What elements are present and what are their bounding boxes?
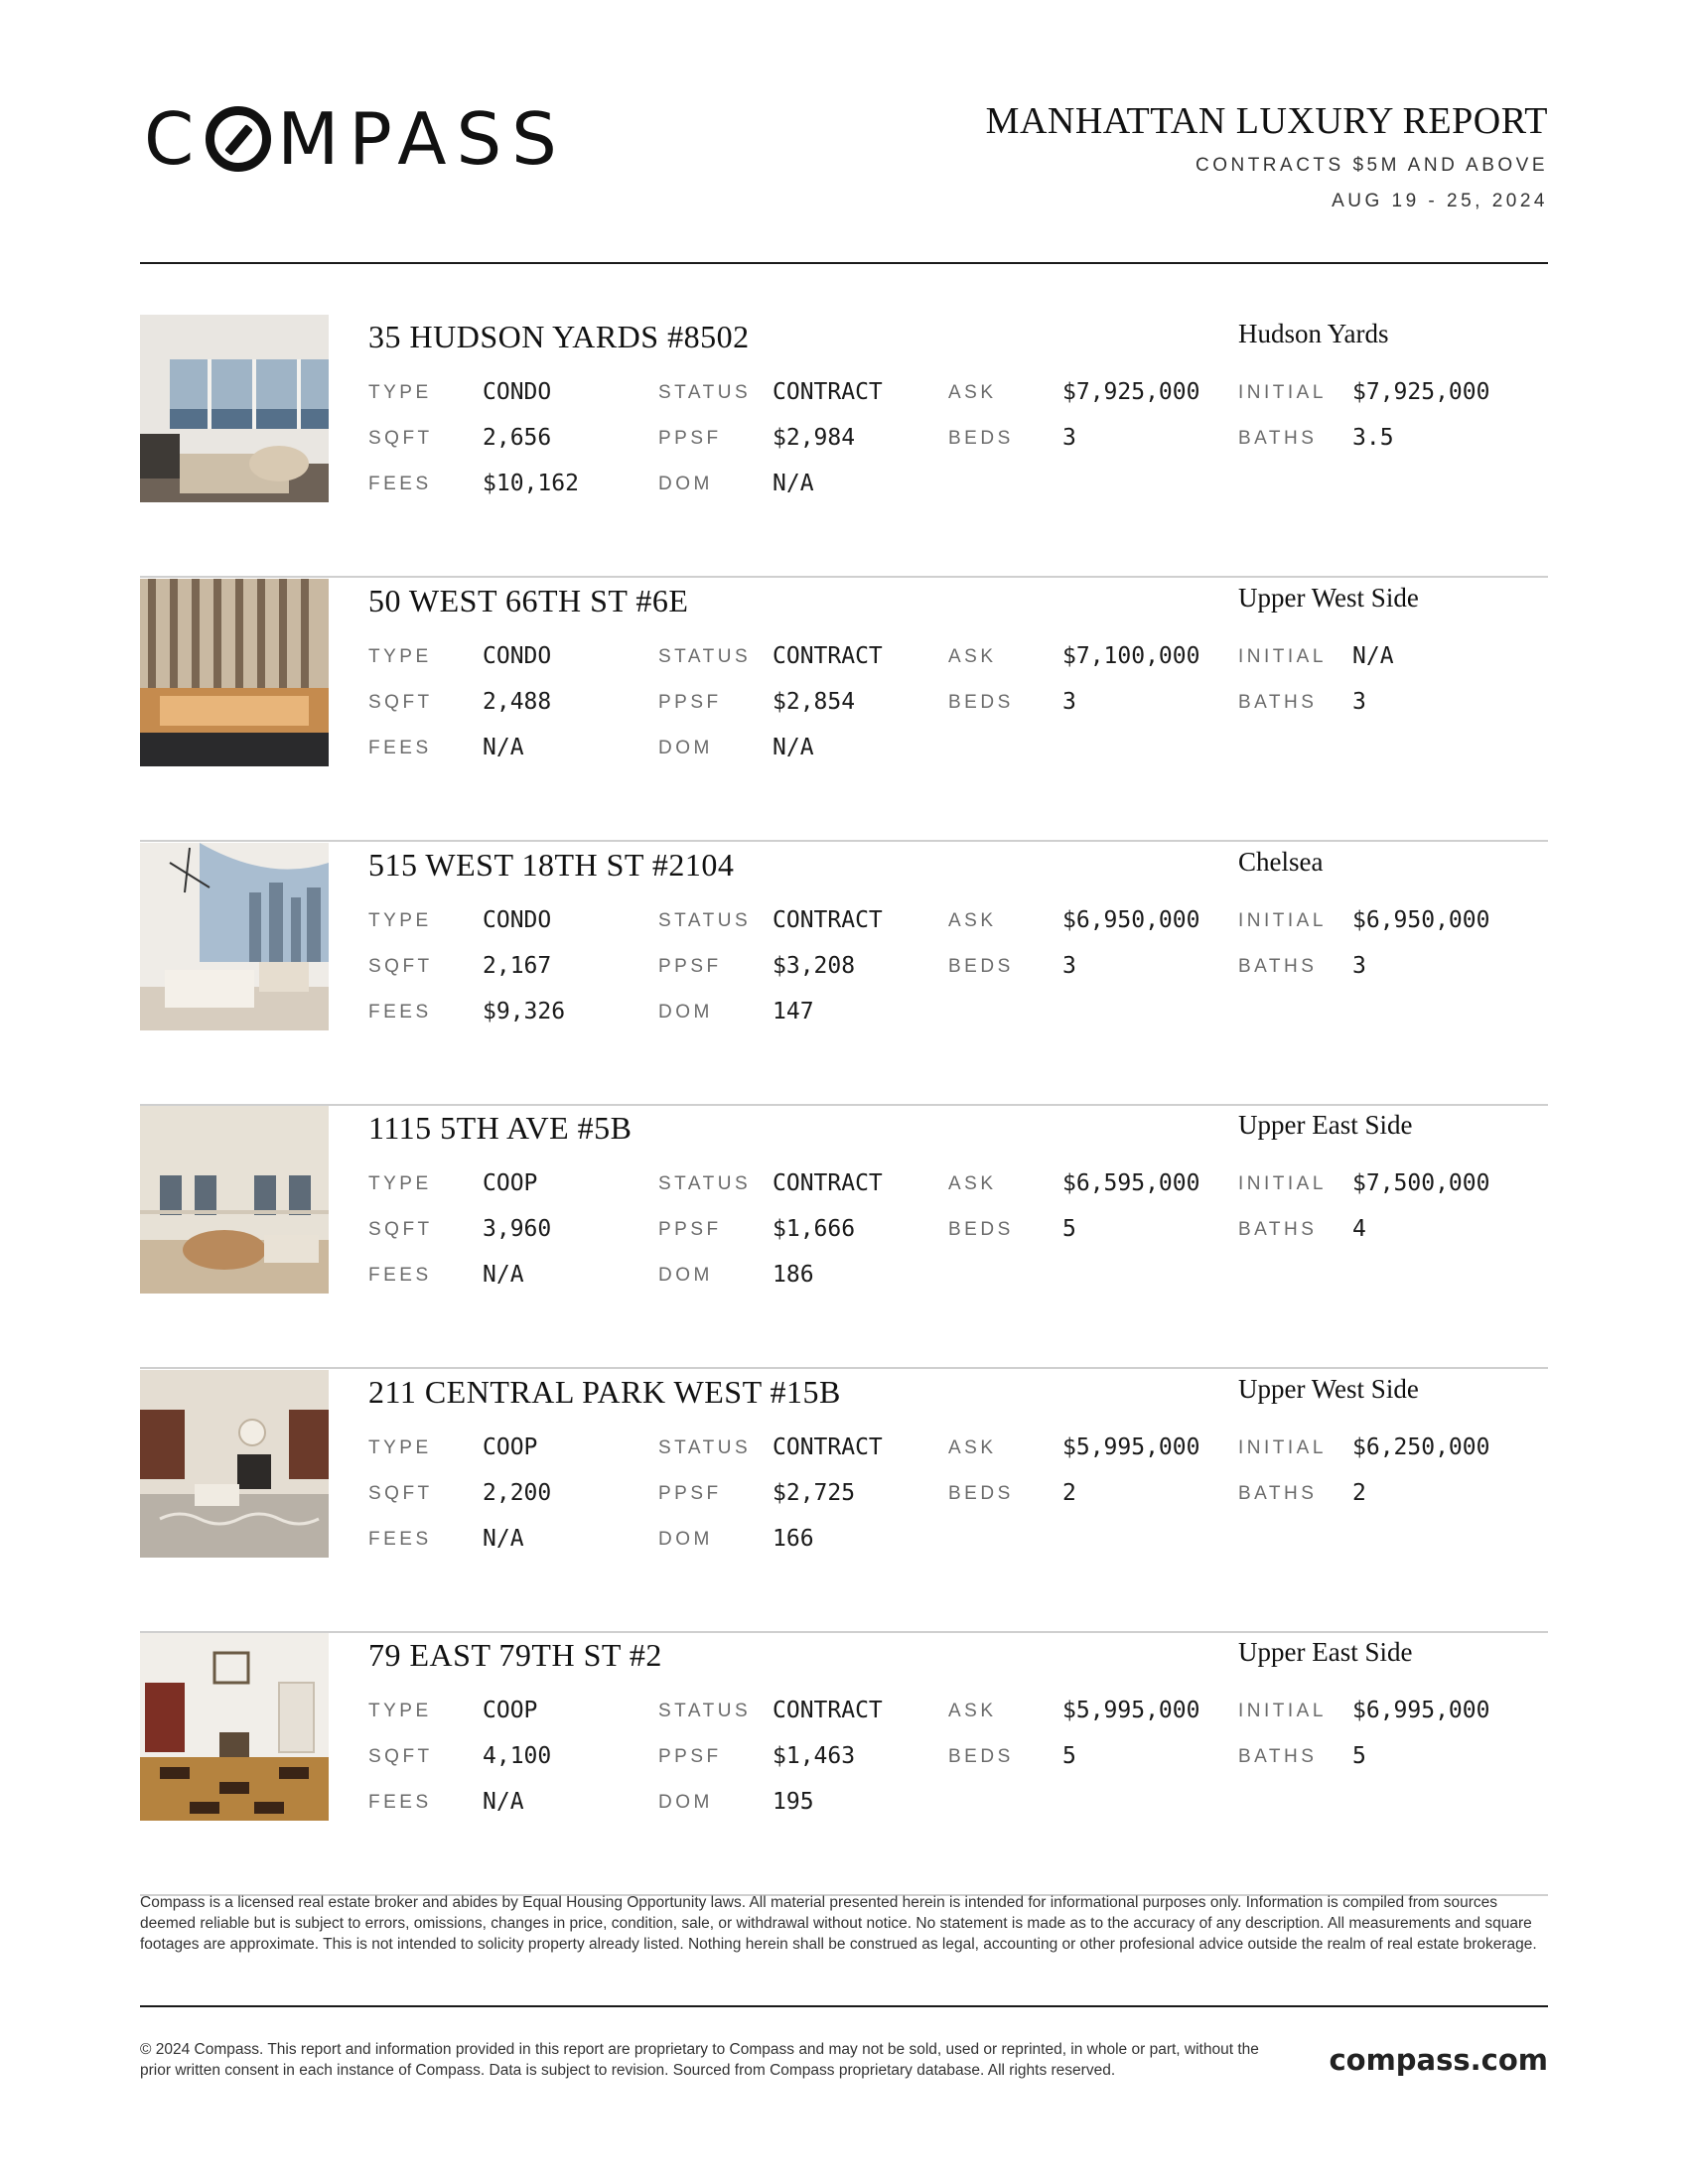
listing-neighborhood: Hudson Yards — [1238, 319, 1389, 348]
listing-neighborhood: Upper West Side — [1238, 1374, 1419, 1404]
label-initial: INITIAL — [1238, 1173, 1327, 1194]
value-dom: N/A — [773, 471, 814, 496]
label-dom: DOM — [658, 1265, 713, 1286]
listing-card — [140, 1106, 1548, 1369]
living-room-fireplace-photo — [140, 1370, 329, 1558]
value-ppsf: $3,208 — [773, 953, 856, 979]
value-ppsf: $1,666 — [773, 1216, 856, 1242]
listing-address: 1115 5TH AVE #5B — [368, 1110, 633, 1146]
label-type: TYPE — [368, 910, 432, 931]
report-date-range: AUG 19 - 25, 2024 — [1332, 191, 1548, 211]
listing-photo — [140, 579, 329, 766]
label-status: STATUS — [658, 1173, 752, 1194]
value-baths: 3.5 — [1352, 425, 1394, 451]
label-baths: BATHS — [1238, 1219, 1318, 1240]
label-ppsf: PPSF — [658, 692, 722, 713]
label-initial: INITIAL — [1238, 382, 1327, 403]
label-ppsf: PPSF — [658, 1483, 722, 1504]
label-fees: FEES — [368, 1265, 432, 1286]
label-sqft: SQFT — [368, 1483, 433, 1504]
value-ppsf: $2,984 — [773, 425, 856, 451]
value-beds: 3 — [1062, 953, 1076, 979]
value-type: COOP — [483, 1170, 538, 1196]
label-dom: DOM — [658, 738, 713, 758]
website-link[interactable]: compass.com — [1329, 2043, 1548, 2077]
value-sqft: 4,100 — [483, 1743, 552, 1769]
value-type: COOP — [483, 1434, 538, 1460]
label-status: STATUS — [658, 646, 752, 667]
value-sqft: 2,167 — [483, 953, 552, 979]
value-beds: 3 — [1062, 425, 1076, 451]
label-baths: BATHS — [1238, 692, 1318, 713]
value-status: CONTRACT — [773, 643, 883, 669]
label-ppsf: PPSF — [658, 428, 722, 449]
listing-neighborhood: Upper East Side — [1238, 1110, 1413, 1140]
label-ppsf: PPSF — [658, 956, 722, 977]
report-header — [140, 95, 1548, 264]
listing-card — [140, 579, 1548, 842]
label-status: STATUS — [658, 1701, 752, 1721]
value-beds: 5 — [1062, 1743, 1076, 1769]
label-dom: DOM — [658, 1002, 713, 1023]
entry-foyer-parquet-photo — [140, 1633, 329, 1821]
label-beds: BEDS — [948, 428, 1014, 449]
label-initial: INITIAL — [1238, 1437, 1327, 1458]
living-room-curved-window-photo — [140, 843, 329, 1030]
label-initial: INITIAL — [1238, 910, 1327, 931]
value-sqft: 2,488 — [483, 689, 552, 715]
value-initial: $7,925,000 — [1352, 379, 1490, 405]
listing-address: 211 CENTRAL PARK WEST #15B — [368, 1374, 841, 1410]
value-ask: $7,100,000 — [1062, 643, 1200, 669]
label-dom: DOM — [658, 1529, 713, 1550]
value-sqft: 3,960 — [483, 1216, 552, 1242]
label-sqft: SQFT — [368, 692, 433, 713]
label-status: STATUS — [658, 910, 752, 931]
listing-photo — [140, 315, 329, 502]
compass-logo: C MPASS — [144, 97, 567, 181]
value-fees: N/A — [483, 1789, 524, 1815]
value-type: COOP — [483, 1698, 538, 1723]
value-ask: $6,950,000 — [1062, 907, 1200, 933]
value-fees: N/A — [483, 735, 524, 760]
label-beds: BEDS — [948, 692, 1014, 713]
footer-divider — [140, 2005, 1548, 2007]
label-sqft: SQFT — [368, 1746, 433, 1767]
value-ppsf: $2,854 — [773, 689, 856, 715]
label-sqft: SQFT — [368, 956, 433, 977]
listing-divider — [140, 1367, 1548, 1369]
legal-disclaimer: Compass is a licensed real estate broker and abides by Equal Housing Opportunity laws. All material presented herein is intended for informational purposes only. Information is compiled from sources deemed reliable but is subject to errors, omissions, changes in price, condition, sale, or withdrawal without notice. No statement is made as to the accuracy of any description. All measurements and square footages are approximate. This is not intended to solicity property already listed. Nothing herein shall be construed as legal, accounting or other profesional advice outside the realm of real estate brokerage. — [140, 1894, 1537, 1953]
report-title: MANHATTAN LUXURY REPORT — [985, 100, 1548, 142]
listing-card — [140, 1370, 1548, 1633]
value-dom: 186 — [773, 1262, 814, 1288]
value-type: CONDO — [483, 907, 552, 933]
value-status: CONTRACT — [773, 1434, 883, 1460]
value-initial: $7,500,000 — [1352, 1170, 1490, 1196]
header-divider — [140, 262, 1548, 264]
listing-card — [140, 1633, 1548, 1896]
label-ask: ASK — [948, 1173, 997, 1194]
value-baths: 4 — [1352, 1216, 1366, 1242]
value-beds: 5 — [1062, 1216, 1076, 1242]
label-fees: FEES — [368, 1002, 432, 1023]
value-initial: $6,995,000 — [1352, 1698, 1490, 1723]
value-baths: 5 — [1352, 1743, 1366, 1769]
label-beds: BEDS — [948, 956, 1014, 977]
listing-neighborhood: Upper East Side — [1238, 1637, 1413, 1667]
label-status: STATUS — [658, 1437, 752, 1458]
label-ppsf: PPSF — [658, 1219, 722, 1240]
listing-divider — [140, 840, 1548, 842]
label-ask: ASK — [948, 382, 997, 403]
value-ppsf: $2,725 — [773, 1480, 856, 1506]
value-dom: 147 — [773, 999, 814, 1024]
report-page — [140, 0, 1548, 2184]
label-baths: BATHS — [1238, 1746, 1318, 1767]
listing-divider — [140, 576, 1548, 578]
value-initial: $6,250,000 — [1352, 1434, 1490, 1460]
value-baths: 2 — [1352, 1480, 1366, 1506]
label-ask: ASK — [948, 646, 997, 667]
value-fees: $9,326 — [483, 999, 566, 1024]
value-beds: 3 — [1062, 689, 1076, 715]
value-initial: $6,950,000 — [1352, 907, 1490, 933]
value-sqft: 2,200 — [483, 1480, 552, 1506]
listing-address: 515 WEST 18TH ST #2104 — [368, 847, 735, 883]
label-beds: BEDS — [948, 1219, 1014, 1240]
listing-photo — [140, 843, 329, 1030]
copyright-notice: © 2024 Compass. This report and information provided in this report are proprietary to Compass and may not be sold, used or reprinted, in whole or part, without the prior written consent in each instance of Compass. Data is subject to revision. Sourced from Compass proprietary database. All rights reserved. — [140, 2041, 1259, 2079]
label-dom: DOM — [658, 1792, 713, 1813]
listing-card — [140, 315, 1548, 578]
label-ask: ASK — [948, 910, 997, 931]
label-type: TYPE — [368, 646, 432, 667]
listing-card — [140, 843, 1548, 1106]
label-type: TYPE — [368, 1701, 432, 1721]
value-baths: 3 — [1352, 689, 1366, 715]
label-ask: ASK — [948, 1437, 997, 1458]
classic-living-room-photo — [140, 1106, 329, 1294]
label-beds: BEDS — [948, 1483, 1014, 1504]
listing-photo — [140, 1633, 329, 1821]
label-baths: BATHS — [1238, 428, 1318, 449]
value-dom: 195 — [773, 1789, 814, 1815]
value-ppsf: $1,463 — [773, 1743, 856, 1769]
building-facade-photo — [140, 579, 329, 766]
label-baths: BATHS — [1238, 1483, 1318, 1504]
label-fees: FEES — [368, 1792, 432, 1813]
value-fees: N/A — [483, 1526, 524, 1552]
listing-address: 79 EAST 79TH ST #2 — [368, 1637, 662, 1673]
value-status: CONTRACT — [773, 379, 883, 405]
label-beds: BEDS — [948, 1746, 1014, 1767]
label-initial: INITIAL — [1238, 646, 1327, 667]
label-fees: FEES — [368, 474, 432, 494]
listing-address: 35 HUDSON YARDS #8502 — [368, 319, 750, 354]
label-fees: FEES — [368, 738, 432, 758]
label-sqft: SQFT — [368, 1219, 433, 1240]
value-ask: $7,925,000 — [1062, 379, 1200, 405]
value-initial: N/A — [1352, 643, 1394, 669]
listing-photo — [140, 1370, 329, 1558]
value-status: CONTRACT — [773, 1170, 883, 1196]
label-type: TYPE — [368, 382, 432, 403]
listing-address: 50 WEST 66TH ST #6E — [368, 583, 689, 618]
value-dom: N/A — [773, 735, 814, 760]
value-type: CONDO — [483, 379, 552, 405]
listing-photo — [140, 1106, 329, 1294]
label-dom: DOM — [658, 474, 713, 494]
label-baths: BATHS — [1238, 956, 1318, 977]
value-status: CONTRACT — [773, 907, 883, 933]
label-type: TYPE — [368, 1173, 432, 1194]
compass-o-icon — [206, 106, 271, 172]
report-subtitle: CONTRACTS $5M AND ABOVE — [1195, 155, 1548, 176]
value-status: CONTRACT — [773, 1698, 883, 1723]
value-dom: 166 — [773, 1526, 814, 1552]
value-ask: $6,595,000 — [1062, 1170, 1200, 1196]
label-type: TYPE — [368, 1437, 432, 1458]
label-ask: ASK — [948, 1701, 997, 1721]
label-initial: INITIAL — [1238, 1701, 1327, 1721]
value-fees: N/A — [483, 1262, 524, 1288]
label-status: STATUS — [658, 382, 752, 403]
value-sqft: 2,656 — [483, 425, 552, 451]
value-baths: 3 — [1352, 953, 1366, 979]
label-ppsf: PPSF — [658, 1746, 722, 1767]
value-type: CONDO — [483, 643, 552, 669]
listing-neighborhood: Upper West Side — [1238, 583, 1419, 613]
label-fees: FEES — [368, 1529, 432, 1550]
living-room-city-view-photo — [140, 315, 329, 502]
label-sqft: SQFT — [368, 428, 433, 449]
value-ask: $5,995,000 — [1062, 1698, 1200, 1723]
value-beds: 2 — [1062, 1480, 1076, 1506]
value-ask: $5,995,000 — [1062, 1434, 1200, 1460]
listing-neighborhood: Chelsea — [1238, 847, 1324, 877]
value-fees: $10,162 — [483, 471, 579, 496]
